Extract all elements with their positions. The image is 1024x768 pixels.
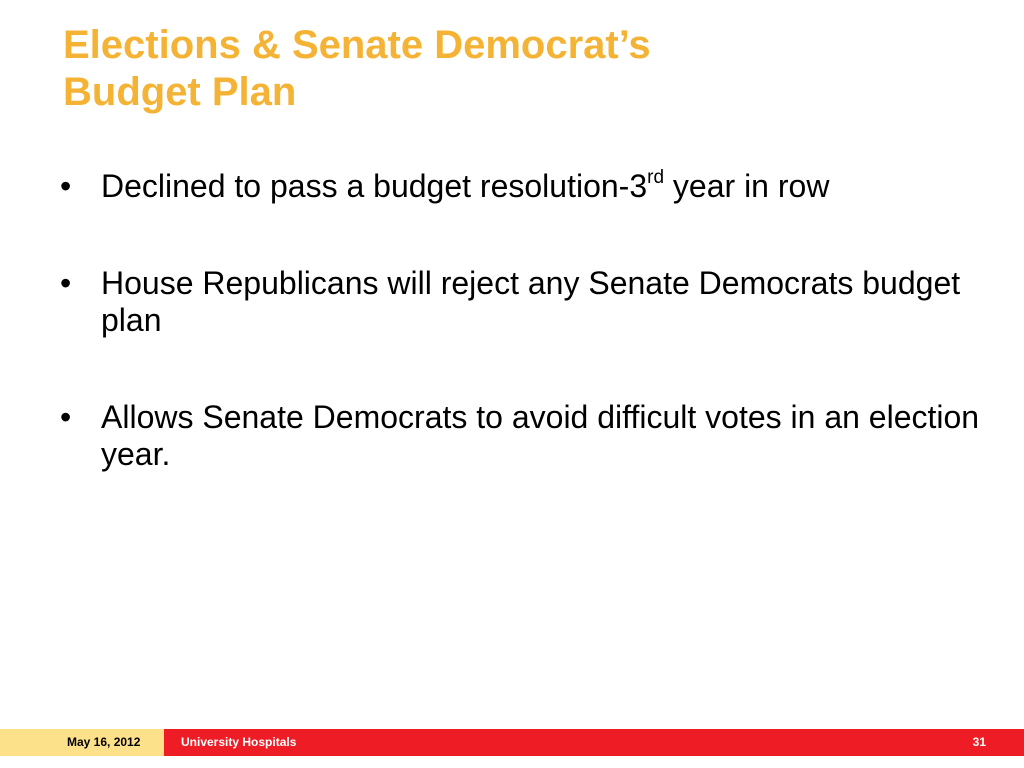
footer-organization: University Hospitals bbox=[181, 735, 297, 749]
bullet-list bbox=[60, 168, 980, 473]
bullet-dot-icon: • bbox=[60, 399, 72, 435]
bullet-dot-icon: • bbox=[60, 168, 72, 204]
footer-page-number: 31 bbox=[972, 735, 986, 749]
slide-title bbox=[63, 22, 963, 116]
bullet-text-3: Allows Senate Democrats to avoid difficult votes in an election year. bbox=[101, 399, 980, 472]
footer-main bbox=[164, 729, 1024, 756]
footer-bar bbox=[0, 729, 1024, 756]
bullet-dot-icon: • bbox=[60, 265, 72, 301]
bullet-text-1b: year in row bbox=[664, 168, 830, 204]
bullet-item-3 bbox=[60, 399, 980, 473]
bullet-superscript: rd bbox=[647, 167, 665, 188]
slide-title-line-1: Elections & Senate Democrat’s bbox=[63, 23, 651, 67]
bullet-item-1 bbox=[60, 168, 980, 205]
bullet-text-1a: Declined to pass a budget resolution-3 bbox=[101, 168, 648, 204]
bullet-item-2 bbox=[60, 265, 980, 339]
footer-date: May 16, 2012 bbox=[0, 729, 164, 756]
slide-title-line-2: Budget Plan bbox=[63, 70, 297, 114]
bullet-text-2: House Republicans will reject any Senate Democrats budget plan bbox=[101, 265, 961, 338]
